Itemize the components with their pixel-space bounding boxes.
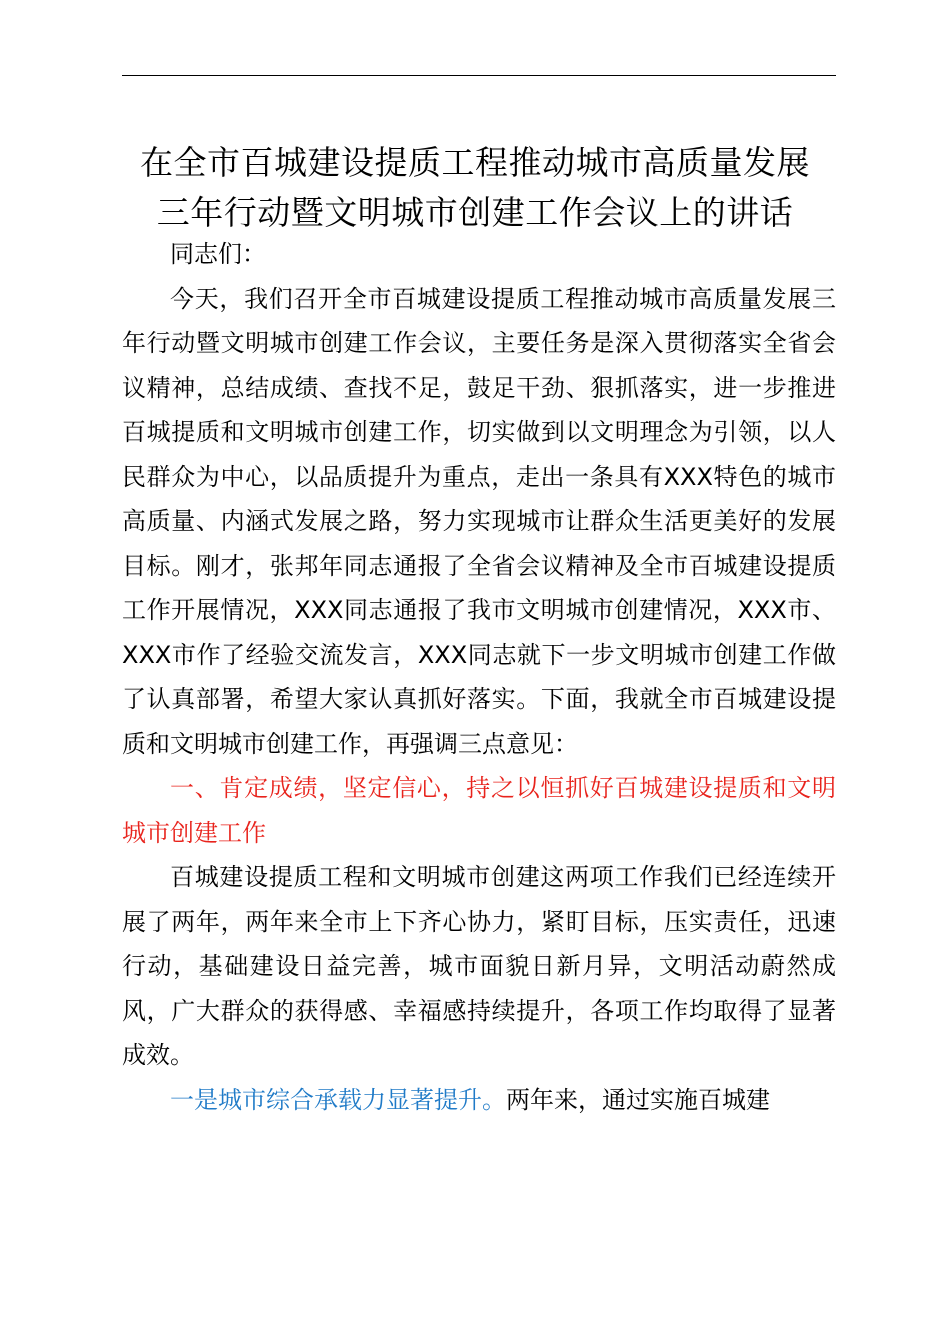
paragraph-point-1: [122, 1078, 836, 1123]
section-heading-1: 一、肯定成绩，坚定信心，持之以恒抓好百城建设提质和文明城市创建工作: [122, 774, 836, 847]
document-body: [122, 232, 836, 1122]
point-1-lead: 一是城市综合承载力显著提升。: [170, 1085, 506, 1114]
header-rule: [122, 75, 836, 76]
paragraph-achievements: 百城建设提质工程和文明城市创建这两项工作我们已经连续开展了两年，两年来全市上下齐心协力，紧盯目标，压实责任，迅速行动，基础建设日益完善，城市面貌日新月异，文明活动蔚然成风，广大群众的获得感、幸福感持续提升，各项工作均取得了显著成效。: [122, 863, 836, 1069]
title-line-1: 在全市百城建设提质工程推动城市高质量发展: [140, 143, 810, 182]
title-line-2: 三年行动暨文明城市创建工作会议上的讲话: [156, 193, 794, 232]
point-1-text: 两年来，通过实施百城建: [506, 1085, 770, 1114]
document-title: [100, 138, 850, 238]
greeting: 同志们：: [170, 240, 266, 268]
paragraph-intro: 今天，我们召开全市百城建设提质工程推动城市高质量发展三年行动暨文明城市创建工作会议，主要任务是深入贯彻落实全省会议精神，总结成绩、查找不足，鼓足干劲、狠抓落实，进一步推进百城提质和文明城市创建工作，切实做到以文明理念为引领，以人民群众为中心，以品质提升为重点，走出一条具有XXX特色的城市高质量、内涵式发展之路，努力实现城市让群众生活更美好的发展目标。刚才，张邦年同志通报了全省会议精神及全市百城建设提质工作开展情况，XXX同志通报了我市文明城市创建情况，XXX市、XXX市作了经验交流发言，XXX同志就下一步文明城市创建工作做了认真部署，希望大家认真抓好落实。下面，我就全市百城建设提质和文明城市创建工作，再强调三点意见：: [122, 284, 836, 758]
